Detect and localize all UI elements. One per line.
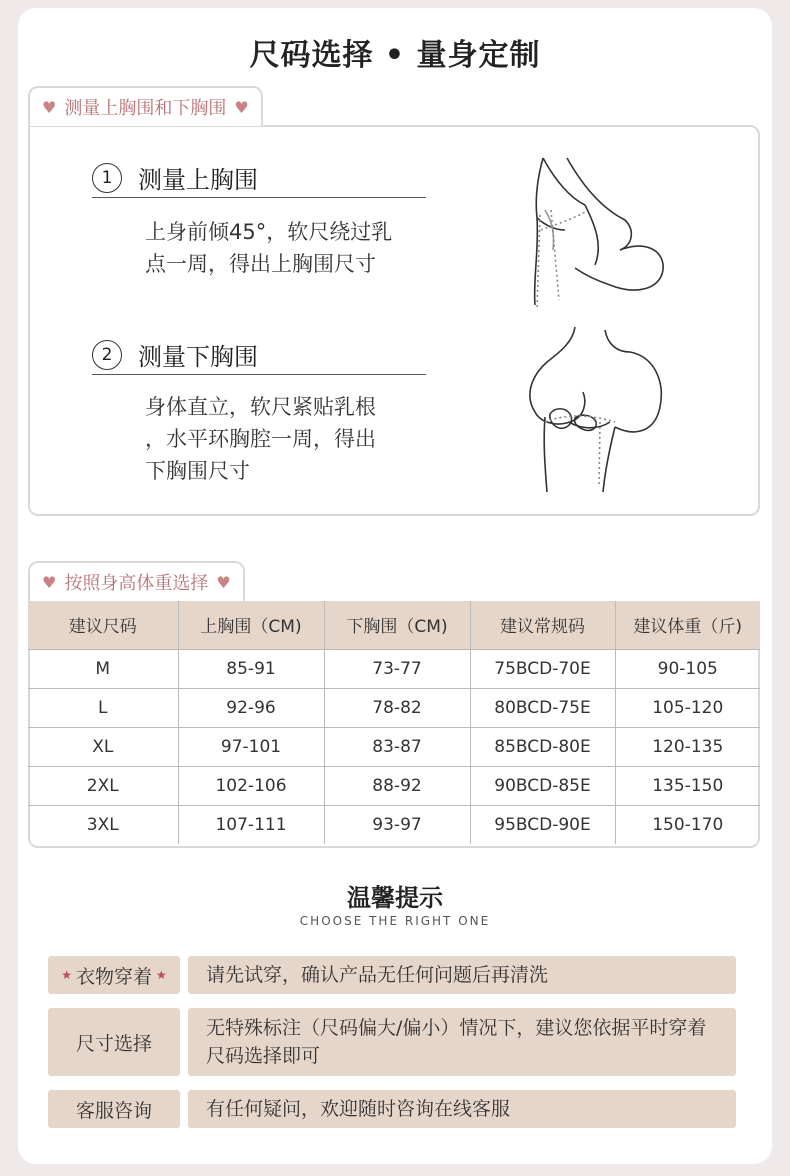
text-line: 点一周，得出上胸围尺寸 [145,252,376,276]
tips-title: 温馨提示 [347,884,443,912]
tips-subtitle: CHOOSE THE RIGHT ONE [299,914,491,928]
step-1-description [145,216,435,280]
table-cell: 78-82 [324,688,470,727]
page-title: 尺码选择 • 量身定制 [249,38,541,73]
table-row [28,805,760,844]
text-line: 下胸围尺寸 [145,459,250,483]
star-icon: ★ [61,968,72,982]
heart-icon: ♥ [42,572,57,592]
section-tab-size-chart [28,561,245,601]
table-header-row [28,601,760,649]
column-header: 建议常规码 [470,601,615,649]
table-cell: 85-91 [178,649,324,688]
text-line: ，水平环胸腔一周，得出 [145,427,376,451]
under-bust-illustration [515,322,675,497]
table-cell: 90BCD-85E [470,766,615,805]
step-title: 测量下胸围 [138,343,258,371]
heart-icon: ♥ [216,572,231,592]
table-cell: 73-77 [324,649,470,688]
step-title: 测量上胸围 [138,166,258,194]
table-row [28,688,760,727]
table-cell: 92-96 [178,688,324,727]
table-cell: 90-105 [615,649,760,688]
table-cell: L [28,688,178,727]
tip-label-text: 客服咨询 [75,1099,152,1122]
heart-icon: ♥ [234,97,249,117]
tip-label [48,1090,180,1128]
text-line: 身体直立，软尺紧贴乳根 [145,395,376,419]
tip-text: 请先试穿，确认产品无任何问题后再清洗 [188,956,736,994]
tip-row [48,1008,736,1076]
column-header: 建议体重（斤) [615,601,760,649]
step-1-heading [92,158,426,198]
section-tab-measure [28,86,263,126]
column-header: 建议尺码 [28,601,178,649]
table-cell: 75BCD-70E [470,649,615,688]
column-header: 上胸围（CM) [178,601,324,649]
table-row [28,649,760,688]
tip-row [48,1090,736,1128]
table-row [28,727,760,766]
tab-label: 测量上胸围和下胸围 [64,98,227,119]
table-cell: M [28,649,178,688]
tip-label-text: 尺寸选择 [75,1032,152,1055]
table-cell: 120-135 [615,727,760,766]
upper-bust-illustration [515,150,675,310]
heart-icon: ♥ [42,97,57,117]
tip-label [48,1008,180,1076]
table-cell: 105-120 [615,688,760,727]
star-icon: ★ [156,968,167,982]
table-cell: 95BCD-90E [470,805,615,844]
table-cell: 93-97 [324,805,470,844]
step-2-heading [92,335,426,375]
column-header: 下胸围（CM) [324,601,470,649]
table-cell: 2XL [28,766,178,805]
size-table [28,601,760,844]
tip-row [48,956,736,994]
table-row [28,766,760,805]
step-number: 1 [92,163,122,193]
table-cell: 80BCD-75E [470,688,615,727]
text-line: 上身前倾45°，软尺绕过乳 [145,220,393,244]
table-cell: XL [28,727,178,766]
step-number: 2 [92,340,122,370]
table-cell: 107-111 [178,805,324,844]
table-cell: 102-106 [178,766,324,805]
table-cell: 3XL [28,805,178,844]
tip-text: 有任何疑问，欢迎随时咨询在线客服 [188,1090,736,1128]
tip-label [48,956,180,994]
tip-label-text: 衣物穿着 [75,965,152,988]
table-cell: 135-150 [615,766,760,805]
table-cell: 97-101 [178,727,324,766]
tip-text: 无特殊标注（尺码偏大/偏小）情况下，建议您依据平时穿着尺码选择即可 [188,1008,736,1076]
table-cell: 83-87 [324,727,470,766]
table-cell: 150-170 [615,805,760,844]
table-cell: 85BCD-80E [470,727,615,766]
table-cell: 88-92 [324,766,470,805]
tab-label: 按照身高体重选择 [64,573,209,594]
step-2-description [145,391,435,487]
